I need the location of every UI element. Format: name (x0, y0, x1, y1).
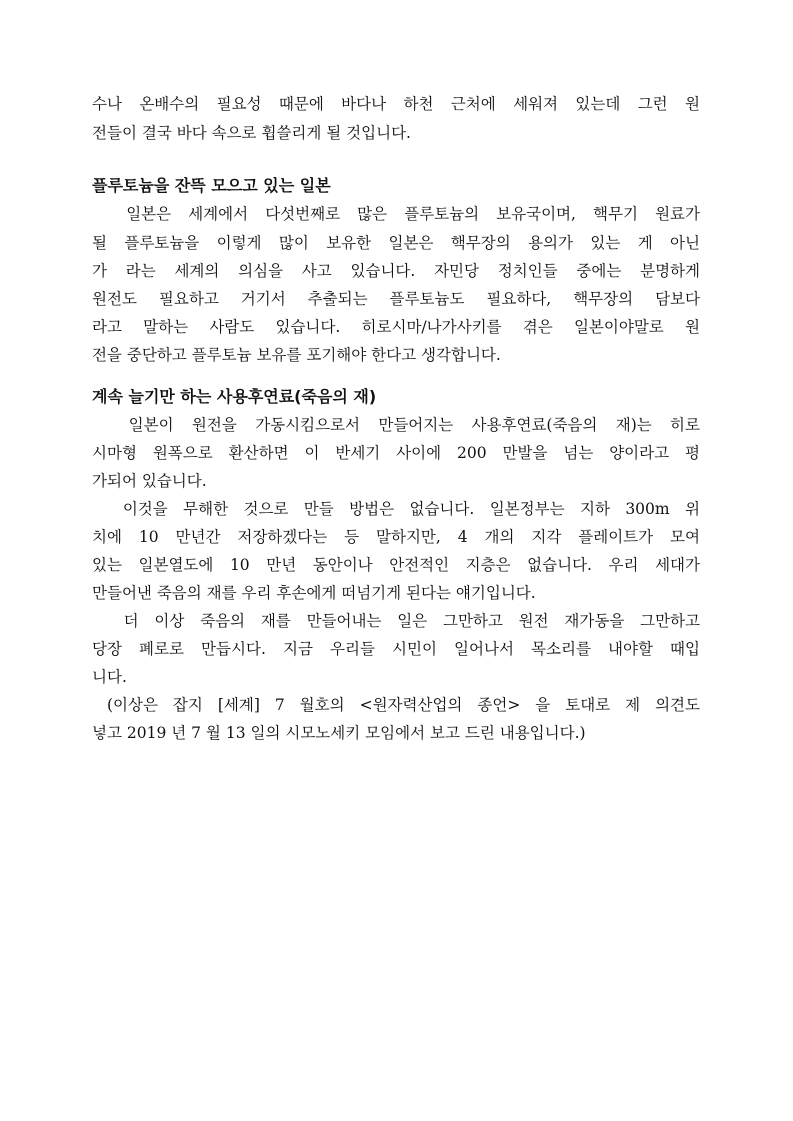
body-text-line: 치에 10 만년간 저장하겠다는 등 말하지만, 4 개의 지각 플레이트가 모여 (92, 528, 700, 546)
body-text-line: (이상은 잡지 [세계] 7 월호의 <원자력산업의 종언> 을 토대로 제 의견도 (92, 696, 700, 714)
body-text-line: 라고 말하는 사람도 있습니다. 히로시마/나가사키를 겪은 일본이야말로 원 (92, 318, 700, 336)
body-text-line: 이것을 무해한 것으로 만들 방법은 없습니다. 일본정부는 지하 300m 위 (92, 500, 700, 518)
body-text-line: 니다. (92, 668, 127, 686)
body-text-line: 전을 중단하고 플루토늄 보유를 포기해야 한다고 생각합니다. (92, 346, 501, 364)
body-text-line: 일본이 원전을 가동시킴으로서 만들어지는 사용후연료(죽음의 재)는 히로 (92, 416, 700, 434)
section-heading-spent-fuel: 계속 늘기만 하는 사용후연료(죽음의 재) (92, 387, 377, 406)
body-text-line: 가 라는 세계의 의심을 사고 있습니다. 자민당 정치인들 중에는 분명하게 (92, 262, 700, 280)
section-heading-plutonium: 플루토늄을 잔뜩 모으고 있는 일본 (92, 176, 331, 195)
body-text-line: 더 이상 죽음의 재를 만들어내는 일은 그만하고 원전 재가동을 그만하고 (92, 612, 700, 630)
body-text-line: 전들이 결국 바다 속으로 휩쓸리게 될 것입니다. (92, 124, 411, 142)
body-text-line: 원전도 필요하고 거기서 추출되는 플루토늄도 필요하다, 핵무장의 담보다 (92, 290, 700, 308)
body-text-line: 당장 폐로로 만듭시다. 지금 우리들 시민이 일어나서 목소리를 내야할 때입 (92, 640, 700, 658)
body-text-line: 있는 일본열도에 10 만년 동안이나 안전적인 지층은 없습니다. 우리 세대가 (92, 556, 700, 574)
body-text-line: 시마형 원폭으로 환산하면 이 반세기 사이에 200 만발을 넘는 양이라고 평 (92, 444, 700, 462)
body-text-line: 만들어낸 죽음의 재를 우리 후손에게 떠넘기게 된다는 얘기입니다. (92, 584, 536, 602)
body-text-line: 가되어 있습니다. (92, 472, 207, 490)
body-text-line: 될 플루토늄을 이렇게 많이 보유한 일본은 핵무장의 용의가 있는 게 아닌 (92, 234, 700, 252)
body-text-line: 수나 온배수의 필요성 때문에 바다나 하천 근처에 세워져 있는데 그런 원 (92, 95, 700, 113)
body-text-line: 넣고 2019 년 7 월 13 일의 시모노세키 모임에서 보고 드린 내용입니다.) (92, 724, 586, 742)
body-text-line: 일본은 세계에서 다섯번째로 많은 플루토늄의 보유국이며, 핵무기 원료가 (92, 205, 700, 223)
